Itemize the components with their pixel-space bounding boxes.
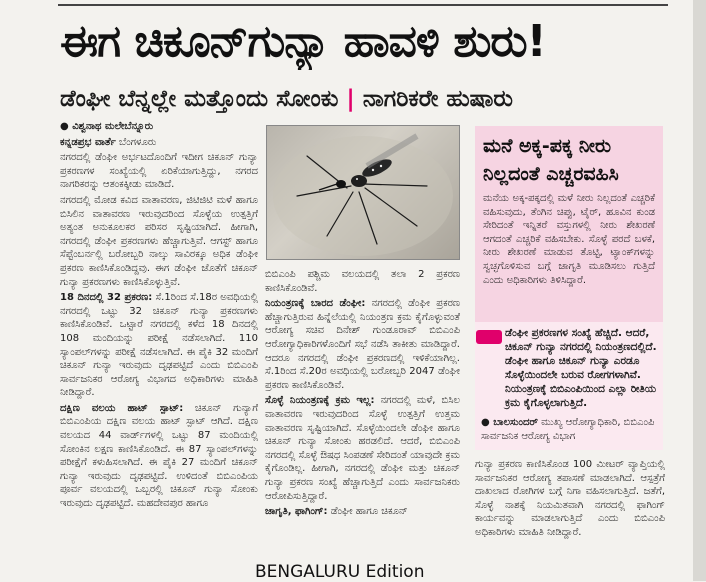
article-column-3 [475,458,665,563]
box-body: ಮನೆಯ ಅಕ್ಕ-ಪಕ್ಕದಲ್ಲಿ ಮಳೆ ನೀರು ನಿಲ್ಲದಂತೆ ಎಚ್ಚರಿಕೆ ವಹಿಸುವುದು, ತೆಂಗಿನ ಚಿಪ್ಪು, ಟೈರ್, ಹೂವಿನ ಕುಂಡ ಸೇರಿದಂತೆ ಇನ್ನಿತರೆ ವಸ್ತುಗಳಲ್ಲಿ ನೀರು ಶೇಖರಣೆ ಆಗದಂತೆ ಎಚ್ಚರಿಕೆ ವಹಿಸಬೇಕು. ಸೊಳ್ಳೆ ಪರದೆ ಬಳಕೆ, ನೀರು ಶೇಖರಣೆ ಮಾಡುವ ತೊಟ್ಟಿ, ಟ್ಯಾಂಕ್‌ಗಳನ್ನು ಸ್ವಚ್ಛಗೊಳಿಸುವ ಬಗ್ಗೆ ಜಾಗೃತಿ ಮೂಡಿಸಲು ಗುತ್ತಿದೆ ಎಂದು ಅಧಿಕಾರಿಗಳು ತಿಳಿಸಿದ್ದಾರೆ. [483,193,655,286]
paragraph: ಡೆಂಘೀ ಹಾಗೂ ಚಿಕೂನ್ [330,506,408,518]
mosquito-illustration [267,126,459,259]
sidebar-box [475,126,663,322]
quote-role: ಮುಖ್ಯ ಆರೋಗ್ಯಾಧಿಕಾರಿ, ಬಿಬಿಎಂಪಿ ಸಾರ್ವಜನಿಕ ಆರೋಗ್ಯ ವಿಭಾಗ [481,417,655,442]
paragraph: ನಗರದಲ್ಲಿ ಮೋಡ ಕವಿದ ವಾತಾವರಣ, ಜಿಟಿಜಿಟಿ ಮಳೆ ಹಾಗೂ ಬಿಸಿಲಿನ ವಾತಾವರಣ ಇರುವುದರಿಂದ ಸೊಳ್ಳೆಯ ಉತ್ಪತ್ತಿಗೆ ಅತ್ಯಂತ ಅನುಕೂಲಕರ ಪರಿಸರ ಸೃಷ್ಟಿಯಾಗಿದೆ. ಹೀಗಾಗಿ, ನಗರದಲ್ಲಿ ಡೆಂಘೀ ಪ್ರಕರಣಗಳು ಹೆಚ್ಚಾಗುತ್ತಿವೆ. ಆಗಸ್ಟ್ ಹಾಗೂ ಸೆಪ್ಟೆಂಬರ್ನಲ್ಲಿ ಬರೋಬ್ಬರಿ ನಾಲ್ಕು ಸಾವಿರಕ್ಕೂ ಅಧಿಕ ಡೆಂಘೀ ಪ್ರಕರಣ ಕಾಣಿಸಿಕೊಂಡಿದ್ದವು. ಈಗ ಡೆಂಘೀ ಜೊತೆಗೆ ಚಿಕೂನ್ ಗುನ್ಯಾ ಪ್ರಕರಣಗಳು ಕಾಣಿಸಿಕೊಳ್ಳುತ್ತಿವೆ. [60,194,258,288]
article-column-2 [265,268,460,560]
mosquito-photo [266,125,460,260]
subhead-left: ಡೆಂಘೀ ಬೆನ್ನಲ್ಲೇ ಮತ್ತೊಂದು ಸೋಂಕು [60,86,339,112]
subheadline [60,82,665,116]
paragraph: ನಗರದಲ್ಲಿ ಡೆಂಘೀ ಅರ್ಭಟದೊಂದಿಗೆ ಇದೀಗ ಚಿಕೂನ್ ಗುನ್ಯಾ ಪ್ರಕರಣಗಳ ಸಂಖ್ಯೆಯಲ್ಲಿ ಏರಿಕೆಯಾಗುತ್ತಿದ್ದು, ನಗರದ ನಾಗರಿಕರನ್ನು ಆತಂಕಕ್ಕೀಡು ಮಾಡಿದೆ. [60,152,258,191]
headline: ಈಗ ಚಿಕೂನ್‌ಗುನ್ಯಾ ಹಾವಳಿ ಶುರು! [60,16,546,67]
top-rule [58,4,668,6]
paragraph: ನಗರದಲ್ಲಿ ಡೆಂಘೀ ಪ್ರಕರಣ ಹೆಚ್ಚಾಗುತ್ತಿರುವ ಹಿನ್ನೆಲೆಯಲ್ಲಿ ನಿಯಂತ್ರಣ ಕ್ರಮ ಕೈಗೊಳ್ಳುವಂತೆ ಆರೋಗ್ಯ ಸಚಿವ ದಿನೇಶ್ ಗುಂಡೂರಾವ್ ಬಿಬಿಎಂಪಿ ಆರೋಗ್ಯಾಧಿಕಾರಿಗಳೊಂದಿಗೆ ಸಭೆ ನಡೆಸಿ ತಾಕೀತು ಮಾಡಿದ್ದಾರೆ. ಆದರೂ ನಗರದಲ್ಲಿ ಡೆಂಘೀ ಪ್ರಕರಣದಲ್ಲಿ ಇಳಿಕೆಯಾಗಿಲ್ಲ. ಸೆ.1ರಿಂದ ಸೆ.20ರ ಅವಧಿಯಲ್ಲಿ ಬರೋಬ್ಬರಿ 2047 ಡೆಂಘೀ ಪ್ರಕರಣ ಕಾಣಿಸಿಕೊಂಡಿವೆ. [265,298,460,391]
subheading: ಜಾಗೃತಿ, ಫಾಗಿಂಗ್: [265,506,328,518]
subhead-right: ನಾಗರಿಕರೇ ಹುಷಾರು [362,86,513,112]
paragraph: ನಗರದಲ್ಲಿ ಮಳೆ, ಬಿಸಿಲ ವಾತಾವರಣ ಇರುವುದರಿಂದ ಸೊಳ್ಳೆ ಉತ್ಪತ್ತಿಗೆ ಉತ್ತಮ ವಾತಾವರಣ ಸೃಷ್ಟಿಯಾಗಿದೆ. ಸೊಳ್ಳೆಯಿಂದಲೇ ಡೆಂಘೀ ಹಾಗೂ ಚಿಕೂನ್ ಗುನ್ಯಾ ಸೋಂಕು ಹರಡಲಿದೆ. ಆದರೆ, ಬಿಬಿಎಂಪಿ ನಗರದಲ್ಲಿ ಸೊಳ್ಳೆ ಔಷಧ ಸಿಂಪಡಣೆ ಸೇರಿದಂತೆ ಯಾವುದೇ ಕ್ರಮ ಕೈಗೊಂಡಿಲ್ಲ. ಹೀಗಾಗಿ, ನಗರದಲ್ಲಿ ಡೆಂಘೀ ಮತ್ತು ಚಿಕೂನ್ ಗುನ್ಯಾ ಪ್ರಕರಣ ಸಂಖ್ಯೆ ಹೆಚ್ಚಾಗುತ್ತಿದೆ ಎಂದು ಸಾರ್ವಜನಿಕರು ಆರೋಪಿಸುತ್ತಿದ್ದಾರೆ. [265,395,460,502]
article-column-1 [60,120,258,560]
byline-agency: ಕನ್ನಡಪ್ರಭ ವಾರ್ತೆ [60,136,116,148]
box-title: ಮನೆ ಅಕ್ಕ-ಪಕ್ಕ ನೀರು ನಿಲ್ಲದಂತೆ ಎಚ್ಚರವಹಿಸಿ [483,135,619,185]
quote-attribution [481,416,659,443]
byline-author: ● ವಿಶ್ವನಾಥ ಮಲೇಬೆನ್ನೂರು [60,121,154,132]
paragraph: ಬಿಬಿಎಂಪಿ ಪಶ್ಚಿಮ ವಲಯದಲ್ಲಿ ತಲಾ 2 ಪ್ರಕರಣ ಕಾಣಿಸಿಕೊಂಡಿವೆ. [265,269,460,294]
subheading: ನಿಯಂತ್ರಣಕ್ಕೆ ಬಾರದ ಡೆಂಘೀ: [265,298,366,310]
subheading: ಸೊಳ್ಳೆ ನಿಯಂತ್ರಣಕ್ಕೆ ಕ್ರಮ ಇಲ್ಲ: [265,395,375,407]
paragraph: ಚಿಕೂನ್ ಗುನ್ಯಾಗೆ ಬಿಬಿಎಂಪಿಯ ದಕ್ಷಿಣ ವಲಯ ಹಾಟ್ ಸ್ಪಾಟ್ ಆಗಿದೆ. ದಕ್ಷಿಣ ವಲಯದ 44 ವಾರ್ಡ್‌ಗಳಲ್ಲಿ ಒಟ್ಟು 87 ಮಂದಿಯಲ್ಲಿ ಸೋಂಕಿನ ಲಕ್ಷಣ ಕಾಣಿಸಿಕೊಂಡಿದೆ. ಈ 87 ಸ್ಯಾಂಪಲ್‌ಗಳನ್ನು ಪರೀಕ್ಷೆಗೆ ಕಳುಹಿಸಲಾಗಿದೆ. ಈ ಪೈಕಿ 27 ಮಂದಿಗೆ ಚಿಕೂನ್ ಗುನ್ಯಾ ಇರುವುದು ದೃಢಪಟ್ಟಿದೆ. ಉಳಿದಂತೆ ಬಿಬಿಎಂಪಿಯ ಪೂರ್ವ ವಲಯದಲ್ಲಿ ಒಬ್ಬರಲ್ಲಿ ಚಿಕೂನ್ ಗುನ್ಯಾ ಸೋಂಕು ಇರುವುದು ದೃಢಪಟ್ಟಿದೆ. ಮಹದೇವಪುರ ಹಾಗೂ [60,402,258,510]
edition-footer: BENGALURU Edition [255,562,425,582]
paragraph: ಸೆ.1ರಿಂದ ಸೆ.18ರ ಅವಧಿಯಲ್ಲಿ ನಗರದಲ್ಲಿ ಒಟ್ಟು 32 ಚಿಕೂನ್ ಗುನ್ಯಾ ಪ್ರಕರಣಗಳು ಕಾಣಿಸಿಕೊಂಡಿವೆ. ಒಟ್ಟಾರೆ ನಗರದಲ್ಲಿ ಕಳೆದ 18 ದಿನದಲ್ಲಿ 108 ಮಂದಿಯನ್ನು ಪರೀಕ್ಷೆ ನಡೆಸಲಾಗಿದೆ. 110 ಸ್ಯಾಂಪಲ್‌ಗಳನ್ನು ಪರೀಕ್ಷೆ ನಡೆಸಲಾಗಿದೆ. ಈ ಪೈಕಿ 32 ಮಂದಿಗೆ ಚಿಕೂನ್ ಗುನ್ಯಾ ಇರುವುದು ದೃಢಪಟ್ಟಿದೆ ಎಂದು ಬಿಬಿಎಂಪಿ ಸಾರ್ವಜನಿಕರ ಆರೋಗ್ಯ ವಿಭಾಗದ ಅಧಿಕಾರಿಗಳು ಮಾಹಿತಿ ನೀಡಿದ್ದಾರೆ. [60,292,258,399]
quote-box [475,322,663,450]
quote-name: ● ಬಾಲಸುಂದರ್ [481,417,538,428]
subheading: ದಕ್ಷಿಣ ವಲಯ ಹಾಟ್ ಸ್ಪಾಟ್: [60,402,184,414]
speech-bubble-icon [476,330,502,344]
subheading: 18 ದಿನದಲ್ಲಿ 32 ಪ್ರಕರಣ: [60,292,153,304]
page-edge [693,0,706,581]
paragraph: ಗುನ್ಯಾ ಪ್ರಕರಣ ಕಾಣಿಸಿಕೊಂಡ 100 ಮೀಟರ್ ವ್ಯಾಪ್ತಿಯಲ್ಲಿ ಸಾರ್ವಜನಿಕರ ಆರೋಗ್ಯ ತಪಾಸಣೆ ಮಾಡಲಾಗಿದೆ. ಆಸ್ಪತ್ರೆಗೆ ದಾಖಲಾದ ರೋಗಿಗಳ ಬಗ್ಗೆ ನಿಗಾ ವಹಿಸಲಾಗುತ್ತಿದೆ. ಜತೆಗೆ, ಸೊಳ್ಳೆ ನಾಶಕ್ಕೆ ನಿಯಮಿತವಾಗಿ ನಗರದಲ್ಲಿ ಫಾಗಿಂಗ್ ಕಾರ್ಯವನ್ನು ಮಾಡಲಾಗುತ್ತಿದೆ ಎಂದು ಬಿಬಿಎಂಪಿ ಅಧಿಕಾರಿಗಳು ಮಾಹಿತಿ ನೀಡಿದ್ದಾರೆ. [475,459,665,538]
quote-text: ಡೆಂಘೀ ಪ್ರಕರಣಗಳ ಸಂಖ್ಯೆ ಹೆಚ್ಚಿದೆ. ಆದರೆ, ಚಿಕೂನ್ ಗುನ್ಯಾ ನಗರದಲ್ಲಿ ನಿಯಂತ್ರಣದಲ್ಲಿದೆ. ಡೆಂಘೀ ಹಾಗೂ ಚಿಕೂನ್ ಗುನ್ಯಾ ಎರಡೂ ಸೊಳ್ಳೆಯಿಂದಲೇ ಬರುವ ರೋಗಗಳಾಗಿವೆ. ನಿಯಂತ್ರಣಕ್ಕೆ ಬಿಬಿಎಂಪಿಯಿಂದ ಎಲ್ಲಾ ರೀತಿಯ ಕ್ರಮ ಕೈಗೊಳ್ಳಲಾಗುತ್ತಿದೆ. [505,327,657,409]
subhead-separator: | [346,86,355,112]
byline-city: ಬೆಂಗಳೂರು [118,136,157,148]
